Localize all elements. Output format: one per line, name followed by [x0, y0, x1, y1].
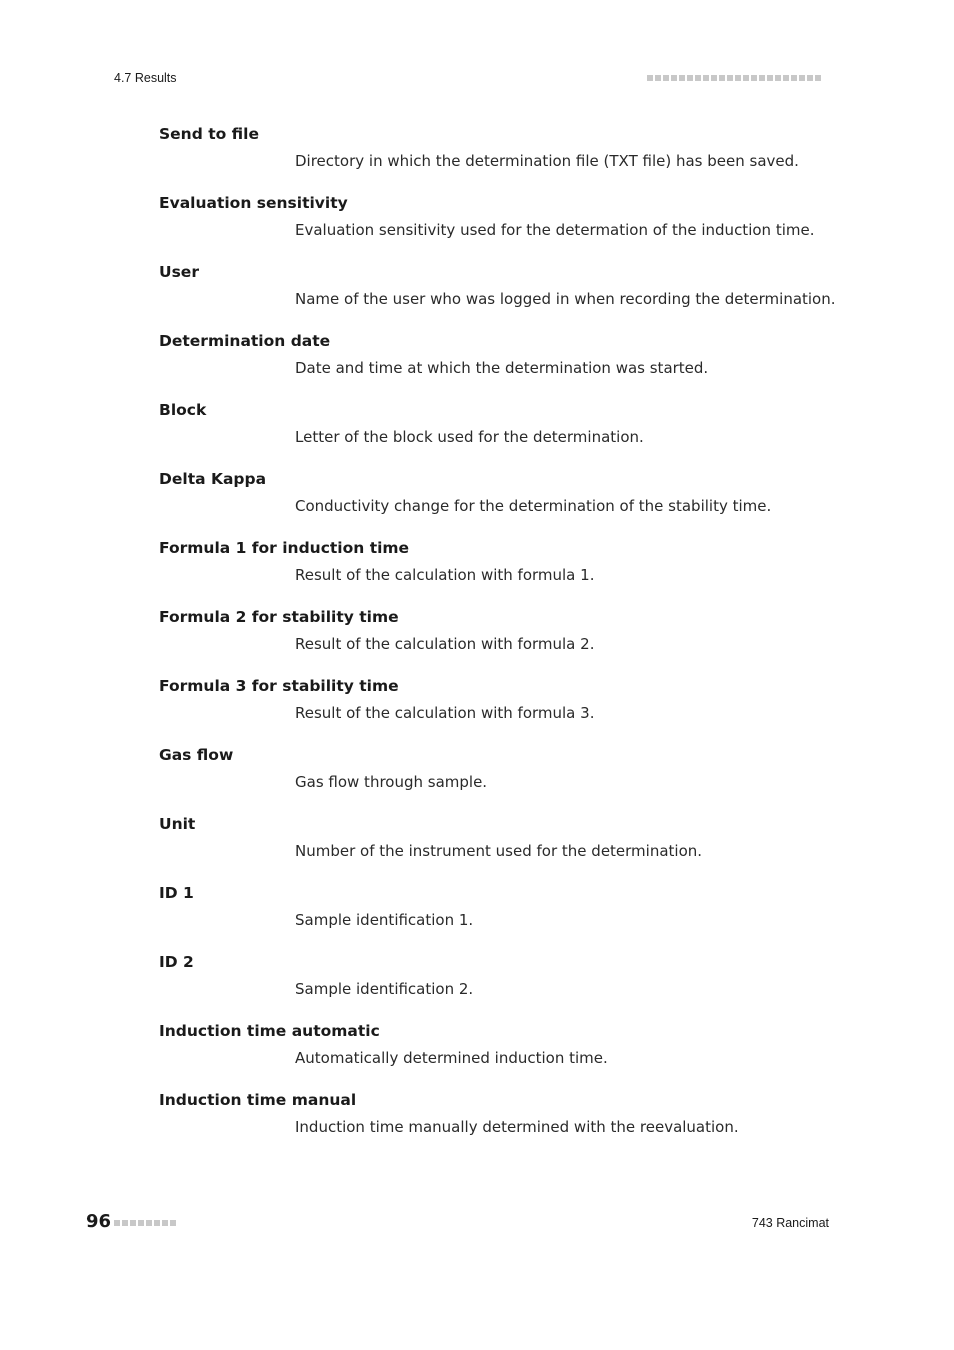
term-definition: Gas flow through sample.: [295, 773, 488, 791]
definition-entry: [159, 1021, 839, 1090]
term-definition: Directory in which the determination file (TXT file) has been saved.: [295, 152, 799, 170]
definition-entry: [159, 883, 839, 952]
term-definition: Conductivity change for the determination of the stability time.: [295, 497, 772, 515]
term-label: Formula 2 for stability time: [159, 608, 399, 626]
header-decorative-dots: [647, 75, 821, 81]
definition-entry: [159, 814, 839, 883]
footer-decorative-dots: [114, 1220, 176, 1226]
term-definition: Result of the calculation with formula 1.: [295, 566, 595, 584]
term-definition: Result of the calculation with formula 3.: [295, 704, 595, 722]
page-number: 96: [86, 1211, 112, 1232]
term-label: Unit: [159, 815, 196, 833]
definition-entry: [159, 952, 839, 1021]
term-definition: Sample identification 2.: [295, 980, 474, 998]
product-name: 743 Rancimat: [751, 1216, 829, 1230]
definition-entry: [159, 538, 839, 607]
term-definition: Name of the user who was logged in when recording the determination.: [295, 290, 836, 308]
definition-entry: [159, 400, 839, 469]
term-label: Induction time manual: [159, 1091, 357, 1109]
term-label: Determination date: [159, 332, 331, 350]
term-label: Formula 1 for induction time: [159, 539, 410, 557]
term-label: User: [159, 263, 199, 281]
term-definition: Automatically determined induction time.: [295, 1049, 608, 1067]
definition-entry: [159, 262, 839, 331]
term-label: Formula 3 for stability time: [159, 677, 399, 695]
definition-list: [159, 124, 839, 1159]
term-label: Block: [159, 401, 207, 419]
definition-entry: [159, 469, 839, 538]
definition-entry: [159, 331, 839, 400]
term-label: ID 1: [159, 884, 194, 902]
term-label: ID 2: [159, 953, 194, 971]
term-label: Send to file: [159, 125, 259, 143]
definition-entry: [159, 1090, 839, 1159]
definition-entry: [159, 607, 839, 676]
term-definition: Letter of the block used for the determination.: [295, 428, 644, 446]
definition-entry: [159, 676, 839, 745]
term-label: Gas flow: [159, 746, 234, 764]
definition-entry: [159, 193, 839, 262]
term-label: Induction time automatic: [159, 1022, 380, 1040]
term-definition: Induction time manually determined with the reevaluation.: [295, 1118, 739, 1136]
definition-entry: [159, 124, 839, 193]
section-heading: 4.7 Results: [114, 71, 177, 85]
term-definition: Evaluation sensitivity used for the determation of the induction time.: [295, 221, 815, 239]
term-label: Delta Kappa: [159, 470, 267, 488]
term-definition: Number of the instrument used for the determination.: [295, 842, 703, 860]
term-definition: Date and time at which the determination was started.: [295, 359, 709, 377]
term-definition: Result of the calculation with formula 2.: [295, 635, 595, 653]
term-label: Evaluation sensitivity: [159, 194, 348, 212]
definition-entry: [159, 745, 839, 814]
term-definition: Sample identification 1.: [295, 911, 474, 929]
